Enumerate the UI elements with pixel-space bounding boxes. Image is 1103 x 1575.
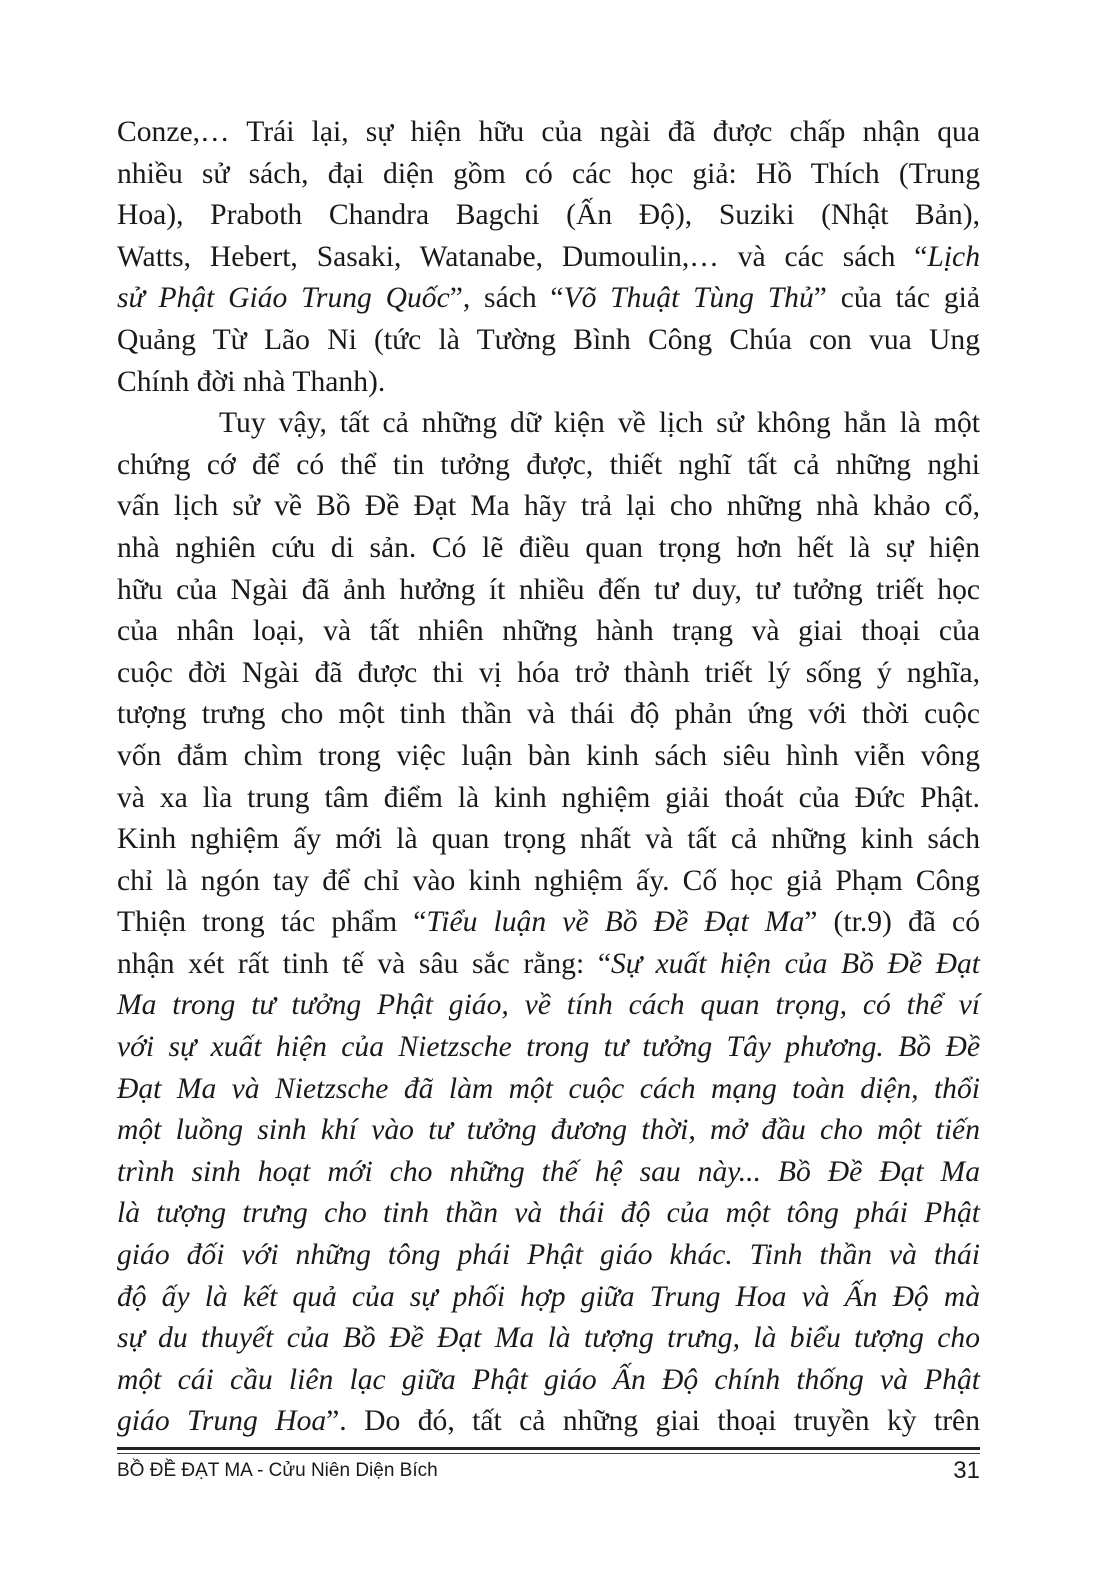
page-number: 31 bbox=[953, 1457, 980, 1484]
text-span: nhận xét rất tinh tế và sâu sắc rằng: “ bbox=[117, 947, 611, 980]
text-span: cuộc đời Ngài đã được thi vị hóa trở thành triết lý sống ý nghĩa, bbox=[117, 656, 980, 689]
italic-span: Ma trong tư tưởng Phật giáo, về tính cách quan trọng, có thể ví bbox=[117, 989, 980, 1022]
text-span: ”, sách “ bbox=[449, 282, 564, 315]
text-span: nhà nghiên cứu di sản. Có lẽ điều quan trọng hơn hết là sự hiện bbox=[117, 531, 980, 564]
text-span: vấn lịch sử về Bồ Đề Đạt Ma hãy trả lại cho những nhà khảo cổ, bbox=[117, 490, 980, 523]
italic-span: độ ấy là kết quả của sự phối hợp giữa Trung Hoa và Ấn Độ mà bbox=[117, 1280, 980, 1313]
body-text bbox=[117, 112, 980, 1443]
text-span: hữu của Ngài đã ảnh hưởng ít nhiều đến tư duy, tư tưởng triết học bbox=[117, 573, 980, 606]
text-line bbox=[117, 653, 980, 695]
text-line bbox=[117, 1152, 980, 1194]
italic-span: Đạt Ma và Nietzsche đã làm một cuộc cách mạng toàn diện, thổi bbox=[117, 1072, 980, 1105]
text-span: Hoa), Praboth Chandra Bagchi (Ấn Độ), Suziki (Nhật Bản), bbox=[117, 199, 980, 232]
text-span: Chính đời nhà Thanh). bbox=[117, 365, 386, 398]
text-span: Watts, Hebert, Sasaki, Watanabe, Dumoulin,… và các sách “ bbox=[117, 240, 928, 273]
text-line bbox=[117, 1027, 980, 1069]
text-span: chỉ là ngón tay để chỉ vào kinh nghiệm ấy. Cố học giả Phạm Công bbox=[117, 864, 980, 897]
text-line bbox=[117, 611, 980, 653]
running-title: BỒ ĐỀ ĐẠT MA - Cửu Niên Diện Bích bbox=[117, 1460, 438, 1481]
italic-span: Tiểu luận về Bồ Đề Đạt Ma bbox=[426, 906, 805, 939]
text-line bbox=[117, 195, 980, 237]
text-span: và xa lìa trung tâm điểm là kinh nghiệm giải thoát của Đức Phật. bbox=[117, 781, 980, 814]
text-span: của nhân loại, và tất nhiên những hành trạng và giai thoại của bbox=[117, 615, 980, 648]
text-line bbox=[117, 570, 980, 612]
text-line bbox=[117, 403, 980, 445]
text-line bbox=[117, 736, 980, 778]
text-line bbox=[117, 1069, 980, 1111]
footer-divider-thin bbox=[117, 1453, 980, 1454]
text-span: nhiều sử sách, đại diện gồm có các học giả: Hồ Thích (Trung bbox=[117, 157, 980, 190]
text-line bbox=[117, 1235, 980, 1277]
page-footer bbox=[117, 1456, 980, 1486]
text-line bbox=[117, 1318, 980, 1360]
text-span: chứng cớ để có thể tin tưởng được, thiết nghĩ tất cả những nghi bbox=[117, 448, 980, 481]
text-line bbox=[117, 112, 980, 154]
text-line bbox=[117, 1193, 980, 1235]
italic-span: Võ Thuật Tùng Thủ bbox=[563, 282, 814, 315]
italic-span: là tượng trưng cho tinh thần và thái độ của một tông phái Phật bbox=[117, 1197, 980, 1230]
text-span: ”. Do đó, tất cả những giai thoại truyền kỳ trên bbox=[326, 1405, 980, 1438]
text-line bbox=[117, 528, 980, 570]
text-span: ” của tác giả bbox=[813, 282, 980, 315]
italic-span: một luồng sinh khí vào tư tưởng đương thời, mở đầu cho một tiến bbox=[117, 1114, 980, 1147]
text-line bbox=[117, 445, 980, 487]
text-line bbox=[117, 320, 980, 362]
italic-span: Lịch bbox=[927, 240, 980, 273]
text-span: tượng trưng cho một tinh thần và thái độ phản ứng với thời cuộc bbox=[117, 698, 980, 731]
text-line bbox=[117, 237, 980, 279]
text-line bbox=[117, 694, 980, 736]
text-line bbox=[117, 1360, 980, 1402]
italic-span: giáo Trung Hoa bbox=[117, 1405, 327, 1438]
text-span: Conze,… Trái lại, sự hiện hữu của ngài đã được chấp nhận qua bbox=[117, 116, 980, 148]
text-line bbox=[117, 902, 980, 944]
text-span: Quảng Từ Lão Ni (tức là Tường Bình Công Chúa con vua Ung bbox=[117, 323, 980, 356]
text-line bbox=[117, 944, 980, 986]
text-line bbox=[117, 362, 980, 404]
italic-span: sử Phật Giáo Trung Quốc bbox=[117, 282, 450, 315]
text-span: vốn đắm chìm trong việc luận bàn kinh sách siêu hình viễn vông bbox=[117, 739, 980, 772]
italic-span: Sự xuất hiện của Bồ Đề Đạt bbox=[610, 947, 980, 980]
italic-span: trình sinh hoạt mới cho những thế hệ sau này... Bồ Đề Đạt Ma bbox=[117, 1155, 980, 1188]
text-line bbox=[117, 278, 980, 320]
text-line bbox=[117, 1277, 980, 1319]
text-span: Kinh nghiệm ấy mới là quan trọng nhất và tất cả những kinh sách bbox=[117, 823, 980, 856]
text-line bbox=[117, 778, 980, 820]
footer-divider-thick bbox=[117, 1447, 980, 1450]
italic-span: với sự xuất hiện của Nietzsche trong tư tưởng Tây phương. Bồ Đề bbox=[117, 1031, 980, 1064]
text-line bbox=[117, 1110, 980, 1152]
text-span: Thiện trong tác phẩm “ bbox=[117, 906, 427, 939]
italic-span: một cái cầu liên lạc giữa Phật giáo Ấn Độ chính thống và Phật bbox=[117, 1363, 980, 1396]
text-span: Tuy vậy, tất cả những dữ kiện về lịch sử không hẳn là một bbox=[219, 407, 980, 440]
text-line bbox=[117, 985, 980, 1027]
italic-span: sự du thuyết của Bồ Đề Đạt Ma là tượng trưng, là biểu tượng cho bbox=[117, 1322, 980, 1355]
text-line bbox=[117, 154, 980, 196]
text-line bbox=[117, 861, 980, 903]
text-line bbox=[117, 1401, 980, 1443]
text-line bbox=[117, 486, 980, 528]
text-span: ” (tr.9) đã có bbox=[804, 906, 980, 939]
italic-span: giáo đối với những tông phái Phật giáo khác. Tinh thần và thái bbox=[117, 1239, 980, 1272]
text-line bbox=[117, 819, 980, 861]
